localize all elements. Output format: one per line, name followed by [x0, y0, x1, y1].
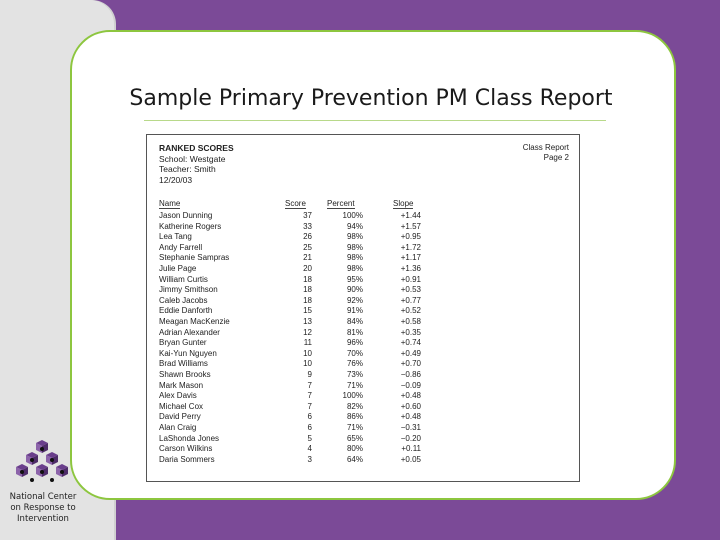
student-score: 11 — [303, 338, 312, 348]
student-name: Kai-Yun Nguyen — [159, 348, 217, 358]
student-slope: −0.86 — [400, 370, 421, 379]
student-percent: 100% — [342, 211, 363, 220]
table-row — [147, 412, 579, 423]
student-name: Brad Williams — [159, 359, 208, 369]
student-name: Jimmy Smithson — [159, 285, 218, 295]
student-slope: +0.35 — [400, 327, 421, 337]
table-row — [147, 285, 579, 296]
student-percent: 71% — [346, 423, 363, 432]
table-row — [147, 359, 579, 370]
slide-title: Sample Primary Prevention PM Class Report — [129, 86, 613, 111]
student-slope: +0.95 — [400, 232, 421, 242]
student-score: 10 — [303, 348, 312, 358]
cube-pyramid-logo-icon — [14, 438, 70, 486]
student-name: Eddie Danforth — [159, 306, 213, 316]
report-heading: RANKED SCORES — [159, 143, 234, 153]
student-name: Lea Tang — [159, 232, 192, 242]
student-slope: +0.60 — [400, 401, 421, 411]
table-row — [147, 317, 579, 328]
table-row — [147, 264, 579, 275]
student-name: Caleb Jacobs — [159, 295, 208, 305]
table-row — [147, 423, 579, 434]
student-score: 10 — [303, 359, 312, 369]
logo-line-3: Intervention — [17, 514, 69, 524]
logo-line-2: on Response to — [10, 503, 76, 513]
student-score: 12 — [303, 327, 312, 337]
student-slope: +0.49 — [400, 348, 421, 358]
table-row — [147, 434, 579, 445]
student-score: 33 — [303, 221, 312, 231]
student-name: Andy Farrell — [159, 242, 203, 252]
student-percent: 86% — [346, 412, 363, 422]
student-name: Shawn Brooks — [159, 370, 211, 379]
student-score: 6 — [307, 423, 312, 432]
report-page-number: Page 2 — [543, 153, 569, 162]
student-score: 15 — [303, 306, 312, 316]
student-percent: 98% — [346, 264, 363, 273]
student-score: 13 — [303, 317, 312, 326]
table-row — [147, 253, 579, 264]
student-percent: 71% — [346, 380, 363, 390]
report-teacher: Teacher: Smith — [159, 164, 216, 174]
student-name: Alan Craig — [159, 423, 197, 432]
student-slope: +0.91 — [400, 274, 421, 284]
student-percent: 98% — [346, 232, 363, 242]
report-school: School: Westgate — [159, 153, 226, 164]
student-slope: +0.48 — [400, 412, 421, 422]
table-row — [147, 381, 579, 392]
student-score: 7 — [307, 401, 312, 411]
table-row — [147, 338, 579, 349]
col-header-slope: Slope — [393, 199, 414, 208]
student-percent: 64% — [346, 454, 363, 464]
student-score: 6 — [307, 412, 312, 422]
student-percent: 98% — [346, 253, 363, 263]
student-percent: 80% — [346, 444, 363, 454]
student-percent: 65% — [346, 433, 363, 443]
student-percent: 73% — [346, 370, 363, 379]
student-name: LaShonda Jones — [159, 433, 220, 443]
student-slope: +0.53 — [400, 285, 421, 295]
student-name: David Perry — [159, 412, 201, 422]
student-slope: +0.52 — [400, 306, 421, 316]
class-report-image — [146, 134, 580, 482]
student-percent: 91% — [346, 306, 363, 316]
table-row — [147, 370, 579, 381]
table-row — [147, 349, 579, 360]
logo-line-1: National Center — [9, 492, 77, 502]
student-percent: 84% — [346, 317, 363, 326]
student-slope: +1.36 — [400, 264, 421, 273]
student-name: Jason Dunning — [159, 211, 213, 220]
col-header-score: Score — [285, 199, 306, 208]
student-name: Julie Page — [159, 264, 197, 273]
student-score: 18 — [303, 285, 312, 295]
student-percent: 70% — [346, 348, 363, 358]
student-percent: 100% — [342, 391, 363, 401]
student-slope: +0.48 — [400, 391, 421, 401]
student-slope: +1.72 — [400, 242, 421, 252]
student-name: Bryan Gunter — [159, 338, 207, 348]
student-percent: 92% — [346, 295, 363, 305]
student-name: William Curtis — [159, 274, 208, 284]
student-slope: +0.05 — [400, 454, 421, 464]
student-slope: +0.77 — [400, 295, 421, 305]
student-slope: +1.57 — [400, 221, 421, 231]
student-slope: +1.44 — [400, 211, 421, 220]
student-percent: 94% — [346, 221, 363, 231]
table-row — [147, 306, 579, 317]
student-score: 9 — [307, 370, 312, 379]
student-score: 3 — [307, 454, 312, 464]
student-percent: 98% — [346, 242, 363, 252]
student-slope: +0.74 — [400, 338, 421, 348]
student-score: 18 — [303, 295, 312, 305]
report-date: 12/20/03 — [159, 174, 193, 185]
table-row — [147, 402, 579, 413]
student-percent: 90% — [346, 285, 363, 295]
table-row — [147, 275, 579, 286]
student-name: Meagan MacKenzie — [159, 317, 230, 326]
student-name: Daria Sommers — [159, 454, 215, 464]
student-score: 5 — [307, 433, 312, 443]
student-name: Adrian Alexander — [159, 327, 220, 337]
logo-caption — [0, 492, 86, 525]
student-slope: +0.70 — [400, 359, 421, 369]
col-header-percent: Percent — [327, 199, 355, 208]
table-row — [147, 211, 579, 222]
title-divider — [144, 120, 606, 121]
student-percent: 76% — [346, 359, 363, 369]
student-name: Carson Wilkins — [159, 444, 213, 454]
student-percent: 82% — [346, 401, 363, 411]
student-name: Alex Davis — [159, 391, 197, 401]
student-percent: 95% — [346, 274, 363, 284]
student-slope: −0.31 — [400, 423, 421, 432]
student-score: 21 — [303, 253, 312, 263]
student-name: Michael Cox — [159, 401, 204, 411]
table-row — [147, 328, 579, 339]
student-score: 26 — [303, 232, 312, 242]
col-header-name: Name — [159, 199, 181, 208]
student-slope: −0.20 — [400, 433, 421, 443]
student-score: 7 — [307, 391, 312, 401]
student-score: 25 — [303, 242, 312, 252]
student-name: Stephanie Sampras — [159, 253, 230, 263]
table-row — [147, 455, 579, 466]
table-row — [147, 444, 579, 455]
student-score: 4 — [307, 444, 312, 454]
student-slope: −0.09 — [400, 380, 421, 390]
student-percent: 81% — [346, 327, 363, 337]
table-row — [147, 232, 579, 243]
table-row — [147, 222, 579, 233]
student-score: 20 — [303, 264, 312, 273]
table-row — [147, 243, 579, 254]
student-slope: +1.17 — [400, 253, 421, 263]
report-corner-title: Class Report — [522, 143, 569, 152]
report-header — [159, 143, 234, 185]
student-percent: 96% — [346, 338, 363, 348]
student-score: 7 — [307, 380, 312, 390]
student-slope: +0.11 — [401, 444, 421, 454]
student-score: 37 — [303, 211, 312, 220]
student-slope: +0.58 — [400, 317, 421, 326]
student-name: Mark Mason — [159, 380, 204, 390]
student-score: 18 — [303, 274, 312, 284]
table-row — [147, 391, 579, 402]
report-corner — [523, 143, 569, 163]
student-name: Katherine Rogers — [159, 221, 222, 231]
table-row — [147, 296, 579, 307]
